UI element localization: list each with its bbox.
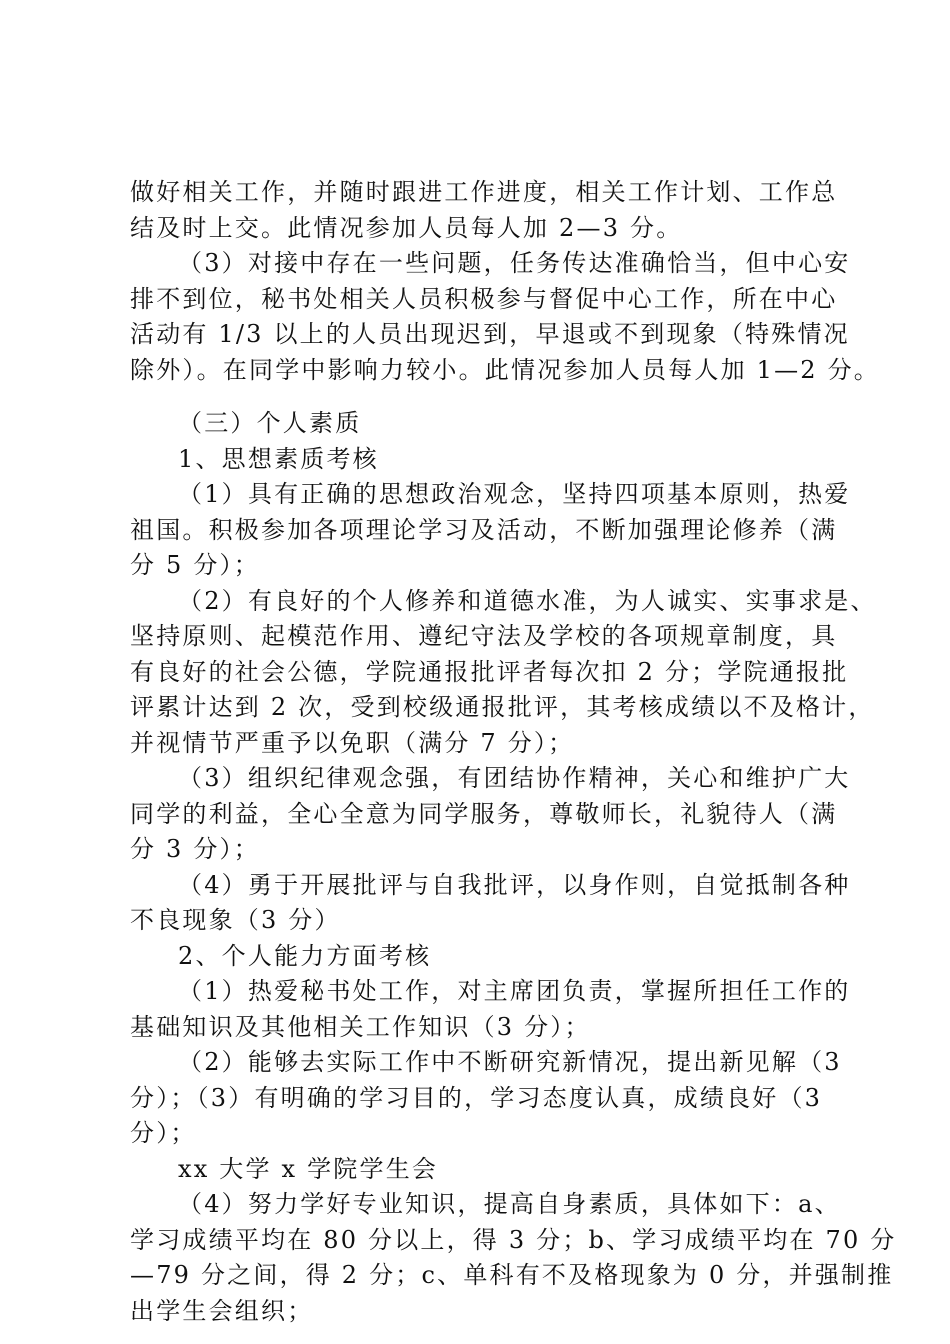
text-line: 分 3 分）； (130, 835, 260, 863)
text-line: 1、思想素质考核 (178, 444, 379, 473)
text-line: 同学的利益，全心全意为同学服务，尊敬师长，礼貌待人（满 (130, 799, 838, 828)
text-line: 基础知识及其他相关工作知识（3 分）； (130, 1012, 591, 1041)
text-line: 分）； (130, 1119, 197, 1147)
text-line: —79 分之间，得 2 分；c、单科有不及格现象为 0 分，并强制推 (130, 1261, 894, 1289)
text-line: （4）勇于开展批评与自我批评，以身作则，自觉抵制各种 (178, 870, 851, 899)
text-line: 排不到位，秘书处相关人员积极参与督促中心工作，所在中心 (130, 284, 838, 313)
paragraph-gap (130, 388, 830, 406)
text-line: （4）努力学好专业知识，提高自身素质，具体如下：a、 (178, 1190, 841, 1218)
text-line: 分 5 分）； (130, 551, 260, 579)
text-line: 结及时上交。此情况参加人员每人加 2—3 分。 (130, 213, 683, 242)
text-line: 学习成绩平均在 80 分以上，得 3 分；b、学习成绩平均在 70 分 (130, 1225, 897, 1254)
text-line: 祖国。积极参加各项理论学习及活动，不断加强理论修养（满 (130, 515, 838, 544)
text-line: （1）热爱秘书处工作，对主席团负责，掌握所担任工作的 (178, 977, 851, 1005)
text-line: （1）具有正确的思想政治观念，坚持四项基本原则，热爱 (178, 480, 851, 508)
text-line: （2）能够去实际工作中不断研究新情况，提出新见解（3 (178, 1048, 842, 1076)
text-line: 出学生会组织； (130, 1296, 314, 1325)
text-line: 不良现象（3 分） (130, 906, 341, 934)
text-line: 有良好的社会公德，学院通报批评者每次扣 2 分；学院通报批 (130, 657, 849, 686)
text-line: 评累计达到 2 次，受到校级通报批评，其考核成绩以不及格计， (130, 693, 875, 721)
text-line: 2、个人能力方面考核 (178, 941, 432, 970)
text-line: 做好相关工作，并随时跟进工作进度，相关工作计划、工作总 (130, 178, 838, 206)
text-line: 活动有 1/3 以上的人员出现迟到，早退或不到现象（特殊情况 (130, 320, 850, 348)
document-body (130, 175, 897, 1329)
text-line: （2）有良好的个人修养和道德水准，为人诚实、实事求是、 (178, 586, 877, 615)
text-line: （三）个人素质 (178, 409, 362, 437)
text-line: 分）；（3）有明确的学习目的，学习态度认真，成绩良好（3 (130, 1083, 823, 1112)
text-line: （3）组织纪律观念强，有团结协作精神，关心和维护广大 (178, 764, 851, 792)
text-line: （3）对接中存在一些问题，任务传达准确恰当，但中心安 (178, 249, 851, 277)
text-line: 并视情节严重予以免职（满分 7 分）； (130, 728, 575, 757)
text-line: 坚持原则、起模范作用、遵纪守法及学校的各项规章制度，具 (130, 622, 838, 650)
text-line: 除外）。在同学中影响力较小。此情况参加人员每人加 1—2 分。 (130, 355, 880, 384)
text-line: xx 大学 x 学院学生会 (178, 1154, 439, 1183)
